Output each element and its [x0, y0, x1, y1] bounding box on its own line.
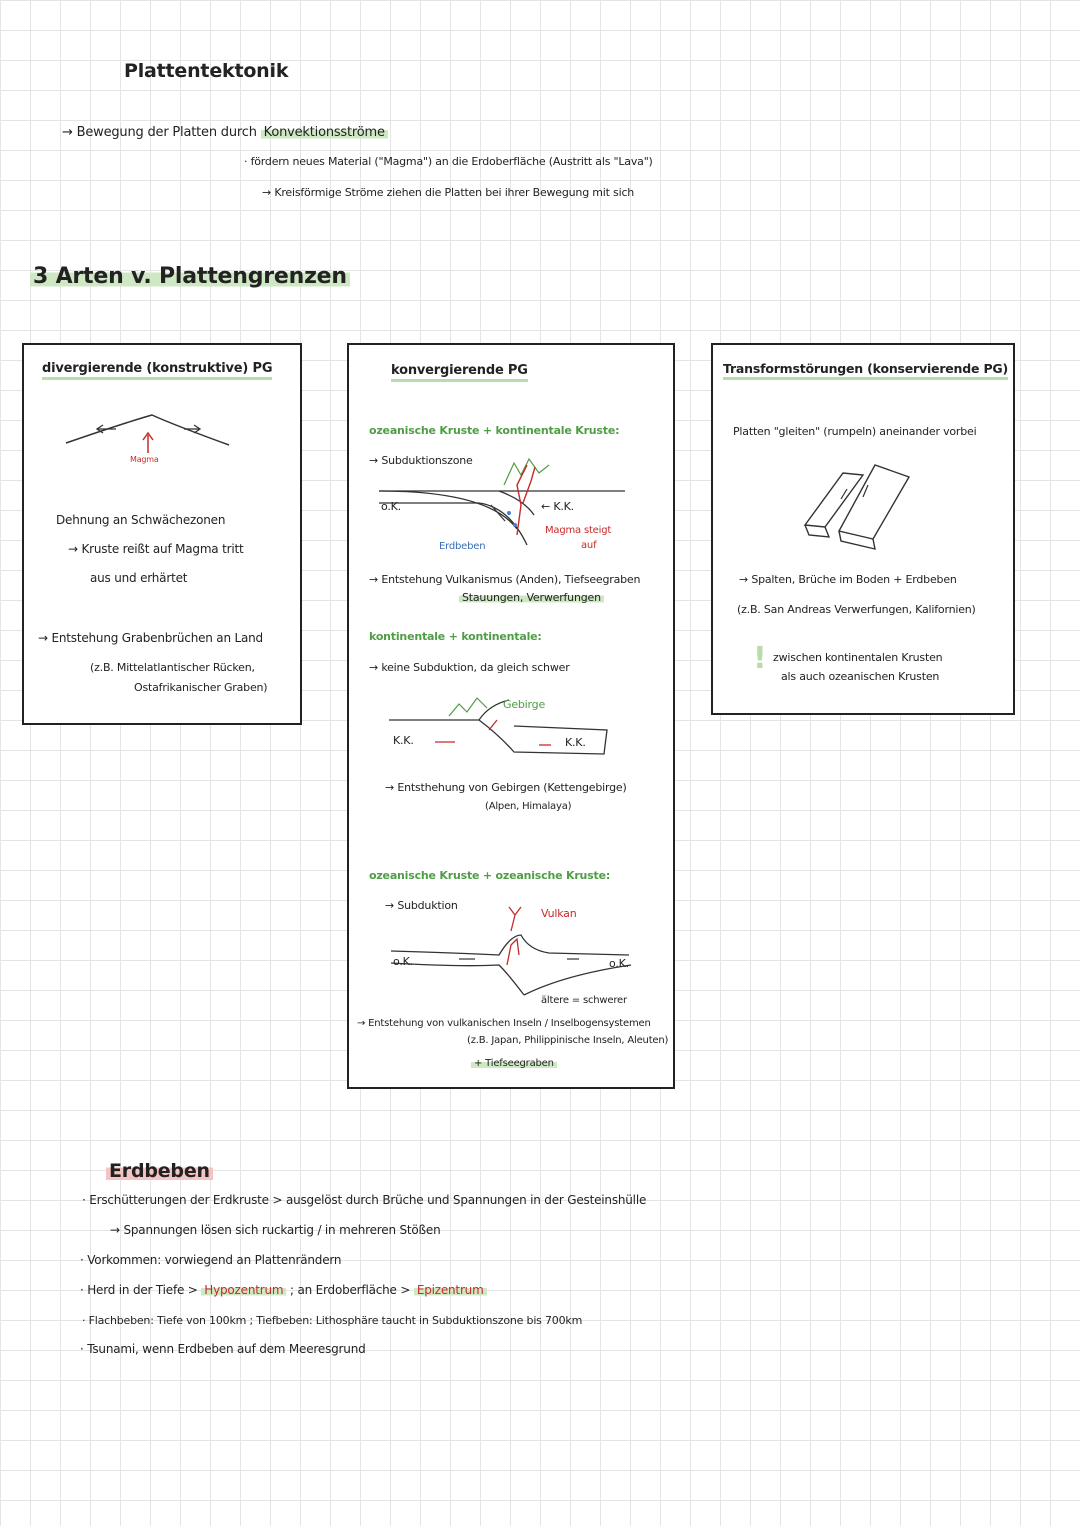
ok-ok-result-1: → Entstehung von vulkanischen Inseln / Inselbogensystemen — [357, 1018, 651, 1029]
divergent-text-4: → Entstehung Grabenbrüchen an Land — [38, 631, 263, 645]
section-heading-text: 3 Arten v. Plattengrenzen — [30, 264, 350, 289]
earthquake-line-4a: · Herd in der Tiefe > — [80, 1283, 202, 1297]
earthquake-line-5: · Flachbeben: Tiefe von 100km ; Tiefbeben: Lithosphäre taucht in Subduktionszone bis 700km — [82, 1314, 583, 1327]
ok-kk-result-2-text: Stauungen, Verwerfungen — [459, 591, 604, 604]
intro-line-2: · fördern neues Material ("Magma") an die Erdoberfläche (Austritt als "Lava") — [244, 155, 653, 168]
divergent-text-1: Dehnung an Schwächezonen — [56, 513, 226, 527]
ok-kk-result-1: → Entstehung Vulkanismus (Anden), Tiefseegraben — [369, 573, 641, 586]
section-heading — [30, 264, 350, 289]
ok-kk-label-kk: ← K.K. — [541, 500, 574, 513]
ok-ok-label-left: o.K. — [393, 955, 413, 968]
earthquake-line-6: · Tsunami, wenn Erdbeben auf dem Meeresgrund — [80, 1342, 366, 1356]
hypocenter-term: Hypozentrum — [201, 1283, 286, 1297]
warning-mark: ! — [753, 641, 767, 676]
ok-ok-result-3 — [471, 1058, 557, 1069]
kk-kk-result-1: → Entsthehung von Gebirgen (Kettengebirge) — [385, 781, 627, 794]
earthquake-line-2: → Spannungen lösen sich ruckartig / in mehreren Stößen — [110, 1223, 441, 1237]
ok-kk-label-magma: Magma steigt — [545, 525, 612, 536]
earthquake-line-4c: ; an Erdoberfläche > — [286, 1283, 414, 1297]
kk-kk-label-right: K.K. — [565, 736, 586, 749]
ok-ok-label-volcano: Vulkan — [541, 907, 577, 920]
divergent-text-2: → Kruste reißt auf Magma tritt — [68, 542, 244, 556]
transform-text-2: → Spalten, Brüche im Boden + Erdbeben — [739, 573, 957, 586]
ok-kk-heading: ozeanische Kruste + kontinentale Kruste: — [369, 424, 620, 437]
earthquake-line-3: · Vorkommen: vorwiegend an Plattenrändern — [80, 1253, 342, 1267]
transform-title: Transformstörungen (konservierende PG) — [723, 361, 1008, 380]
earthquake-line-4 — [80, 1283, 487, 1297]
page-title: Plattentektonik — [124, 60, 289, 82]
ok-ok-heading: ozeanische Kruste + ozeanische Kruste: — [369, 869, 611, 882]
intro-line-1-text: → Bewegung der Platten durch — [62, 125, 261, 140]
convergent-box — [347, 343, 675, 1089]
transform-note-2: als auch ozeanischen Krusten — [781, 670, 940, 683]
epicenter-term: Epizentrum — [414, 1283, 487, 1297]
divergent-diagram — [24, 345, 300, 495]
divergent-title: divergierende (konstruktive) PG — [42, 361, 272, 380]
convergent-title: konvergierende PG — [391, 363, 528, 382]
kk-kk-heading: kontinentale + kontinentale: — [369, 630, 542, 643]
transform-text-1: Platten "gleiten" (rumpeln) aneinander vorbei — [733, 425, 977, 438]
ok-ok-sub: → Subduktion — [385, 899, 458, 912]
ok-ok-diagram — [349, 895, 673, 1005]
divergent-box — [22, 343, 302, 725]
kk-kk-label-mountain: Gebirge — [503, 698, 546, 711]
kk-kk-label-left: K.K. — [393, 734, 414, 747]
earthquake-heading-text: Erdbeben — [106, 1160, 213, 1182]
convection-highlight: Konvektionsströme — [261, 125, 388, 140]
earthquake-line-1: · Erschütterungen der Erdkruste > ausgelöst durch Brüche und Spannungen in der Gesteinshülle — [82, 1193, 647, 1207]
kk-kk-sub: → keine Subduktion, da gleich schwer — [369, 661, 570, 674]
ok-kk-label-ok: o.K. — [381, 500, 401, 513]
divergent-text-3: aus und erhärtet — [90, 571, 188, 585]
ok-kk-sub: → Subduktionszone — [369, 454, 473, 467]
ok-kk-result-2 — [459, 591, 604, 604]
transform-note-1: zwischen kontinentalen Krusten — [773, 651, 943, 664]
kk-kk-result-2: (Alpen, Himalaya) — [485, 801, 572, 812]
divergent-text-5: (z.B. Mittelatlantischer Rücken, — [90, 661, 255, 674]
ok-ok-result-2: (z.B. Japan, Philippinische Inseln, Aleuten) — [467, 1035, 669, 1046]
transform-box — [711, 343, 1015, 715]
intro-line-3: → Kreisförmige Ströme ziehen die Platten bei ihrer Bewegung mit sich — [262, 186, 635, 199]
ok-ok-label-older: ältere = schwerer — [541, 995, 627, 1006]
ok-kk-label-quake: Erdbeben — [439, 541, 486, 552]
divergent-text-6: Ostafrikanischer Graben) — [134, 681, 268, 694]
transform-text-3: (z.B. San Andreas Verwerfungen, Kalifornien) — [737, 603, 976, 616]
ok-kk-label-magma-2: auf — [581, 540, 597, 551]
intro-line-1 — [62, 125, 388, 140]
magma-label: Magma — [130, 455, 159, 464]
ok-ok-label-right: o.K. — [609, 957, 629, 970]
ok-ok-result-3-text: + Tiefseegraben — [471, 1058, 557, 1069]
transform-diagram — [713, 445, 1013, 555]
earthquake-heading — [106, 1160, 213, 1182]
